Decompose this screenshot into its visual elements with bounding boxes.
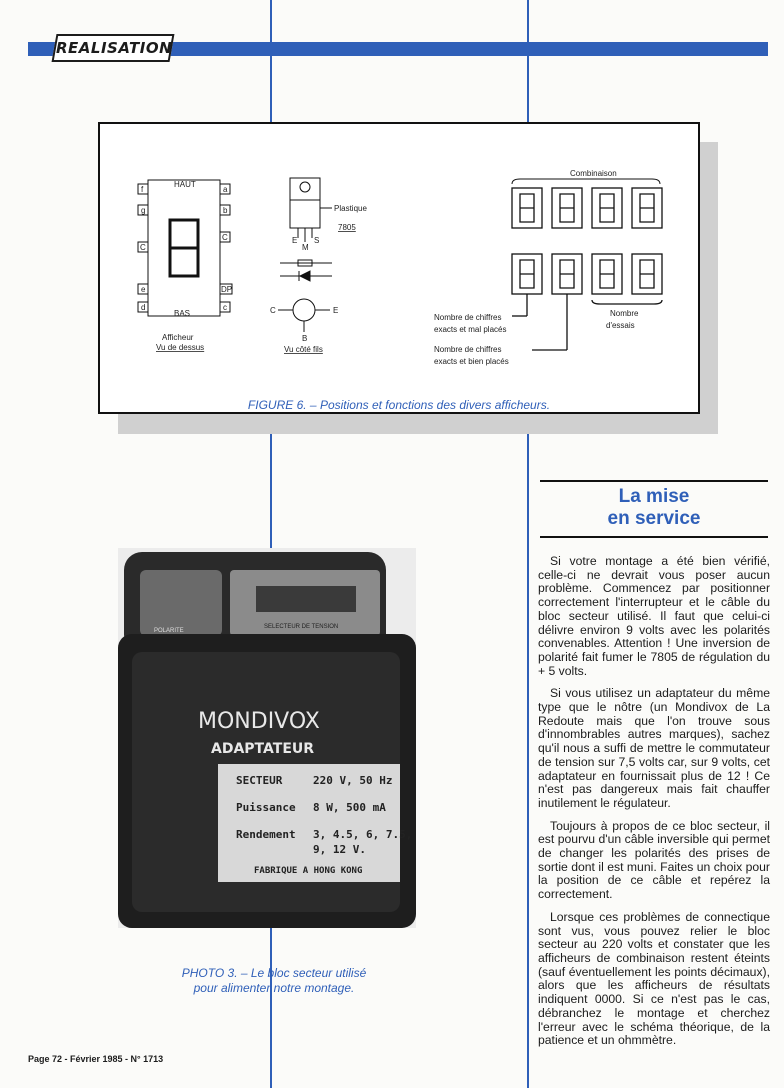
big-eight-digit bbox=[170, 220, 198, 276]
combination-digits bbox=[512, 188, 662, 228]
made-in-text: FABRIQUE A HONG KONG bbox=[254, 866, 363, 876]
display-top-label: HAUT bbox=[174, 180, 196, 189]
section-title bbox=[540, 480, 768, 538]
page-footer: Page 72 - Février 1985 - N° 1713 bbox=[28, 1054, 164, 1064]
combinaison-brace bbox=[512, 179, 660, 184]
result-digits bbox=[512, 254, 662, 350]
transistor-pin-e: E bbox=[333, 306, 339, 315]
selector-text: SELECTEUR DE TENSION bbox=[264, 624, 339, 630]
brand-name: MONDIVOX bbox=[198, 709, 320, 734]
transistor-sub: Vu côté fils bbox=[284, 345, 323, 354]
transistor-symbol bbox=[278, 299, 330, 332]
plastique-label: Plastique bbox=[334, 204, 367, 213]
exacts-mal-line2: exacts et mal placés bbox=[434, 325, 507, 334]
article-column bbox=[538, 555, 770, 1057]
regulator-pin-e: E bbox=[292, 236, 298, 245]
spec-puissance-value: 8 W, 500 mA bbox=[313, 801, 386, 814]
section-title-line2: en service bbox=[607, 508, 701, 529]
section-tag-label: REALISATION bbox=[56, 39, 173, 57]
figure-caption: FIGURE 6. – Positions et fonctions des divers afficheurs. bbox=[247, 398, 551, 412]
exacts-mal-line1: Nombre de chiffres bbox=[434, 313, 502, 322]
resistor-diode-symbols bbox=[280, 260, 332, 281]
figure-6 bbox=[98, 122, 700, 414]
spec-rendement-value: 3, 4.5, 6, 7.5, bbox=[313, 828, 413, 841]
essais-line1: Nombre bbox=[610, 309, 639, 318]
photo-caption-line2: pour alimenter notre montage. bbox=[193, 981, 355, 995]
pin-left-g: g bbox=[141, 206, 146, 215]
photo-adapter bbox=[118, 548, 416, 928]
paragraph-4: Lorsque ces problèmes de connectique sont vus, vous pouvez relier le bloc secteur au 220 volts et constater que les afficheurs de combinaison restent éteints (sauf éventuellement les points décimaux), alors que les afficheurs de résultats indiquent 0000. Si ce n'est pas le cas, débranchez le montage et cherchez l'erreur avec le schéma théorique, de la patience et un ohmmètre. bbox=[538, 909, 770, 1048]
pin-left-d: d bbox=[141, 303, 146, 312]
photo-caption-line1: PHOTO 3. – Le bloc secteur utilisé bbox=[181, 966, 367, 980]
pin-right-c: C bbox=[222, 233, 228, 242]
transistor-pin-c: C bbox=[270, 306, 276, 315]
exacts-bien-line1: Nombre de chiffres bbox=[434, 345, 502, 354]
pin-right-b: b bbox=[223, 206, 228, 215]
adapter-illustration bbox=[118, 548, 416, 928]
afficheur-label: Afficheur bbox=[162, 333, 194, 342]
figure-diagram bbox=[100, 124, 698, 394]
pin-left-e: e bbox=[141, 285, 146, 294]
photo-caption bbox=[150, 966, 398, 996]
paragraph-1: Si votre montage a été bien vérifié, celle-ci ne devrait vous poser aucun problème. Commencez par positionner correctement l'interrupteur et le câble du bloc secteur utilisé. Il faut que celui-ci délivre environ 9 volts avec les polarités convenables. Attention ! Une inversion de polarité fait fumer le 7805 de régulation du + 5 volts. bbox=[538, 554, 770, 678]
regulator-symbol bbox=[290, 178, 332, 242]
polarity-text: POLARITE bbox=[154, 628, 184, 634]
pin-right-c2: c bbox=[223, 303, 227, 312]
spec-puissance-name: Puissance bbox=[236, 801, 296, 814]
section-tag bbox=[52, 34, 175, 62]
pin-left-f: f bbox=[141, 185, 144, 194]
pin-right-a: a bbox=[223, 185, 228, 194]
section-title-line1: La mise bbox=[618, 486, 690, 507]
spec-rendement-name: Rendement bbox=[236, 828, 296, 841]
afficheur-sub: Vu de dessus bbox=[156, 343, 205, 352]
paragraph-2: Si vous utilisez un adaptateur du même type que le nôtre (un Mondivox de La Redoute mais que l'on trouve sous d'innombrables autres marques), sachez qu'il nous a suffi de mettre le commutateur de tension sur 7,5 volts car, sur 9 volts, cet adaptateur en fournissait plus de 12 ! Ce n'est pas dangereux mais fait chauffer inutilement le régulateur. bbox=[538, 686, 770, 810]
spec-secteur-name: SECTEUR bbox=[236, 774, 283, 787]
model-name: ADAPTATEUR bbox=[211, 741, 315, 757]
regulator-label: 7805 bbox=[338, 223, 356, 232]
regulator-pin-m: M bbox=[302, 243, 309, 252]
regulator-pin-s: S bbox=[314, 236, 320, 245]
spec-secteur-value: 220 V, 50 Hz bbox=[313, 774, 393, 787]
paragraph-3: Toujours à propos de ce bloc secteur, il est pourvu d'un câble inversible qui permet de changer les polarités des prises de sortie dont il est muni. Faites un choix pour la position de ce câble et repérez la correctement. bbox=[538, 818, 770, 902]
spec-rendement-line2: 9, 12 V. bbox=[313, 843, 366, 856]
exacts-bien-line2: exacts et bien placés bbox=[434, 357, 509, 366]
display-bottom-label: BAS bbox=[174, 309, 191, 318]
transistor-pin-b: B bbox=[302, 334, 308, 343]
pin-left-c: C bbox=[140, 243, 146, 252]
essais-line2: d'essais bbox=[606, 321, 635, 330]
pin-right-dp: DP bbox=[221, 285, 233, 294]
combinaison-label: Combinaison bbox=[570, 169, 617, 178]
